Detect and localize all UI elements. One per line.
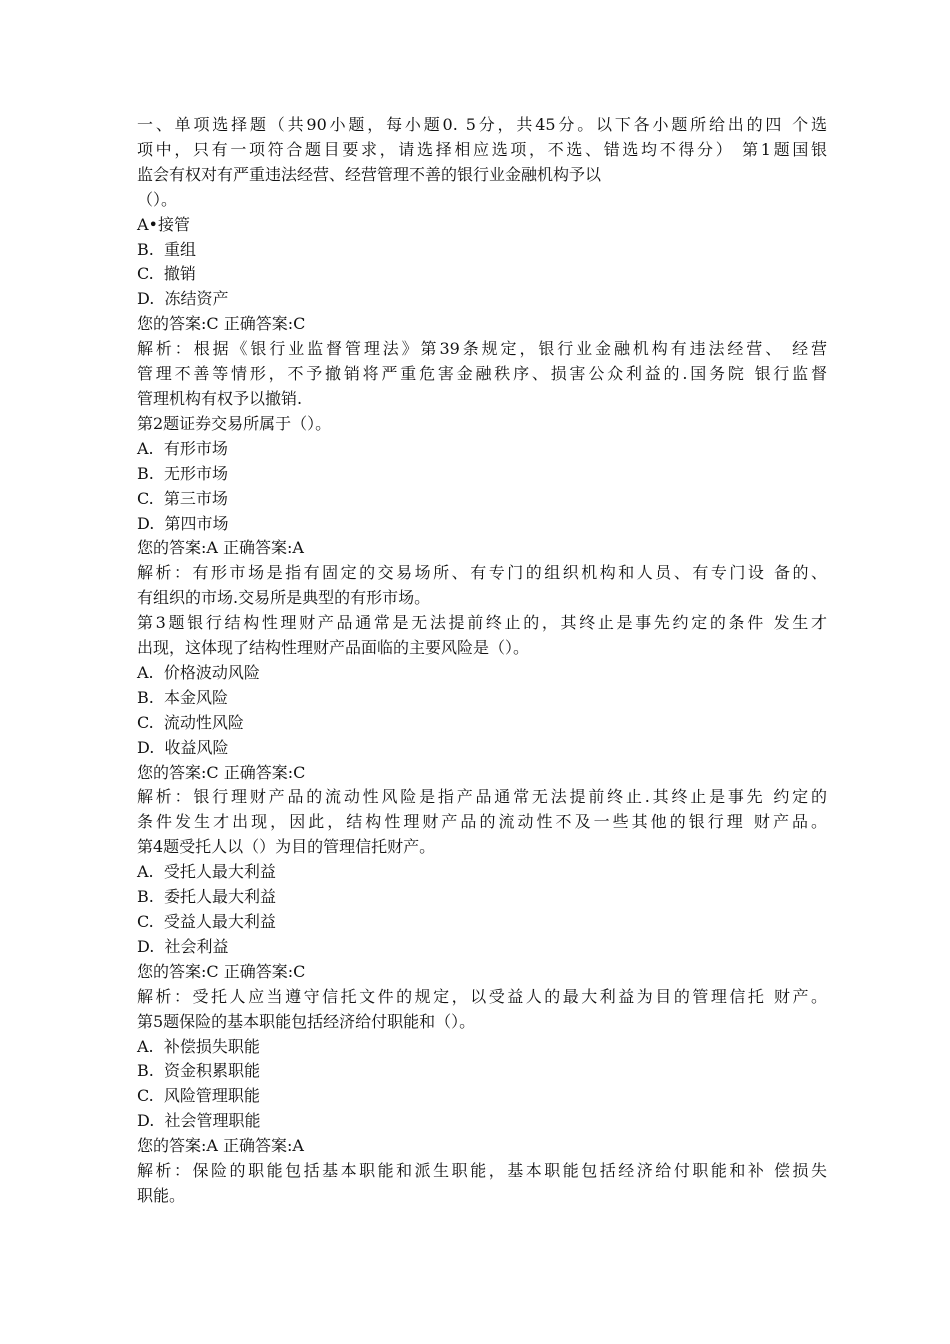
option-c: C. 风险管理职能 xyxy=(137,1086,260,1106)
option-a: A. 价格波动风险 xyxy=(137,662,260,682)
question-title: 出现，这体现了结构性理财产品面临的主要风险是（）。 xyxy=(137,638,530,658)
intro-line-1: 一、单项选择题（共90小题，每小题0. 5分，共45分。以下各小题所给出的四 个选 xyxy=(137,115,827,134)
question-title: 第4题受托人以（）为目的管理信托财产。 xyxy=(137,837,436,857)
question-title: 第5题保险的基本职能包括经济给付职能和（）。 xyxy=(137,1011,476,1031)
answer-line: 您的答案:C 正确答案:C xyxy=(137,314,306,334)
answer-line: 您的答案:C 正确答案:C xyxy=(137,961,306,981)
option-b: B. 委托人最大利益 xyxy=(137,887,277,907)
answer-line: 您的答案:C 正确答案:C xyxy=(137,762,306,782)
intro-line-3: 监会有权对有严重违法经营、经营管理不善的银行业金融机构予以 xyxy=(137,164,602,184)
document-page xyxy=(137,113,827,1209)
analysis-line: 解析：根据《银行业监督管理法》第39条规定，银行业金融机构有违法经营、 经营 xyxy=(137,339,827,359)
option-a: A. 受托人最大利益 xyxy=(137,862,276,882)
analysis-line: 条件发生才出现，因此，结构性理财产品的流动性不及一些其他的银行理 财产品。 xyxy=(137,812,827,832)
analysis-line: 职能。 xyxy=(137,1185,186,1205)
question-2 xyxy=(137,412,827,611)
question-4 xyxy=(137,835,827,1009)
answer-line: 您的答案:A 正确答案:A xyxy=(137,538,304,558)
option-b: B. 无形市场 xyxy=(137,463,229,483)
option-d: D. 社会利益 xyxy=(137,936,229,956)
option-d: D. 冻结资产 xyxy=(137,289,229,309)
analysis-line: 管理机构有权予以撤销. xyxy=(137,388,303,408)
option-a: A. 补偿损失职能 xyxy=(137,1036,260,1056)
intro-line-4: （）。 xyxy=(137,189,178,209)
option-a: A. 有形市场 xyxy=(137,438,228,458)
analysis-line: 有组织的市场.交易所是典型的有形市场。 xyxy=(137,588,431,608)
option-b: B. 资金积累职能 xyxy=(137,1061,261,1081)
option-d: D. 收益风险 xyxy=(137,737,229,757)
question-3 xyxy=(137,611,827,835)
analysis-line: 解析：保险的职能包括基本职能和派生职能，基本职能包括经济给付职能和补 偿损失 xyxy=(137,1161,827,1181)
option-c: C. 流动性风险 xyxy=(137,712,244,732)
option-b: B. 重组 xyxy=(137,239,197,259)
option-d: D. 社会管理职能 xyxy=(137,1111,261,1131)
option-c: C. 受益人最大利益 xyxy=(137,912,276,931)
question-1 xyxy=(137,213,827,412)
option-d: D. 第四市场 xyxy=(137,513,229,533)
analysis-line: 解析：银行理财产品的流动性风险是指产品通常无法提前终止.其终止是事先 约定的 xyxy=(137,787,827,807)
option-c: C. 撤销 xyxy=(137,264,196,284)
option-a: A•接管 xyxy=(137,214,190,234)
section-intro xyxy=(137,113,827,213)
analysis-line: 解析：有形市场是指有固定的交易场所、有专门的组织机构和人员、有专门设 备的、 xyxy=(137,563,827,583)
question-title: 第2题证券交易所属于（）。 xyxy=(137,413,332,433)
question-title: 第3题银行结构性理财产品通常是无法提前终止的，其终止是事先约定的条件 发生才 xyxy=(137,613,827,633)
option-c: C. 第三市场 xyxy=(137,488,228,508)
intro-line-2: 项中，只有一项符合题目要求，请选择相应选项，不选、错选均不得分） 第1题国银 xyxy=(137,139,827,159)
option-b: B. 本金风险 xyxy=(137,687,229,707)
question-5 xyxy=(137,1010,827,1209)
answer-line: 您的答案:A 正确答案:A xyxy=(137,1136,304,1156)
analysis-line: 管理不善等情形，不予撤销将严重危害金融秩序、损害公众利益的.国务院 银行监督 xyxy=(137,364,827,384)
analysis-line: 解析：受托人应当遵守信托文件的规定，以受益人的最大利益为目的管理信托 财产。 xyxy=(137,986,827,1006)
